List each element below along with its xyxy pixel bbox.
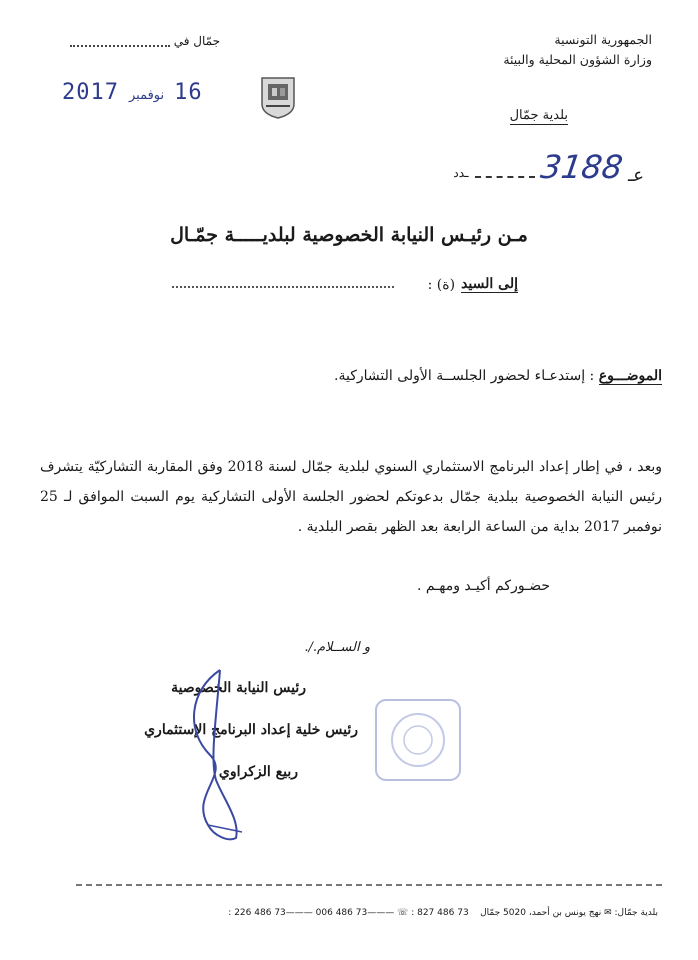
signatory-name: ربيع الزكراوي — [218, 764, 298, 780]
municipality-logo — [258, 76, 298, 120]
reference-value: 3188 — [537, 148, 625, 186]
signatory-role: رئيس خلية إعداد البرنامج الإستثماري — [144, 722, 358, 738]
invitation-line: حضـوركم أكيـد ومهـم . — [416, 578, 550, 594]
subject-label: الموضـــوع — [598, 368, 662, 384]
country-name: الجمهورية التونسية — [554, 32, 652, 47]
closing-line: و الســلام./. — [304, 640, 370, 655]
date-stamp — [62, 80, 203, 105]
date-month: نوفمبر — [128, 88, 165, 103]
letter-body: وبعد ، في إطار إعداد البرنامج الاستثماري السنوي لبلدية جمّال لسنة 2018 وفق المقاربة التشاركيّة يتشرف رئيس النيابة الخصوصية ببلدية جمّال بدعوتكم لحضور الجلسة الأولى التشاركية يوم السبت الموافق لـ 25 نوفمبر 2017 بداية من الساعة الرابعة بعد الظهر بقصر البلدية . — [40, 459, 662, 535]
footer-phones: 73 486 827 : ☏ ———73 486 006 ———73 486 226 : — [228, 908, 469, 918]
letterhead — [503, 30, 652, 70]
recipient-suffix: (ة) : — [427, 276, 456, 293]
official-seal-icon — [368, 690, 468, 790]
ministry-name: وزارة الشؤون المحلية والبيئة — [503, 52, 652, 67]
footer-divider — [76, 884, 662, 886]
reference-number — [453, 148, 644, 186]
municipality-name: بلدية جمّال — [509, 108, 568, 123]
reference-suffix: ـدد — [453, 166, 469, 180]
city-date-line — [70, 34, 220, 48]
date-dotted-line — [70, 35, 170, 47]
recipient-line — [428, 276, 518, 293]
subject-text: : إستدعـاء لحضور الجلســة الأولى التشاركية. — [334, 368, 595, 384]
reference-dash — [475, 176, 535, 178]
reference-prefix: عـ — [627, 165, 644, 186]
date-day: 16 — [174, 80, 203, 105]
date-year: 2017 — [62, 80, 119, 105]
handwritten-signature — [150, 660, 290, 850]
footer-contact — [150, 908, 658, 918]
sender-line: مـن رئيـس النيابة الخصوصية لبلديـــــة جمّـال — [170, 224, 528, 246]
recipient-label: إلى السيد — [461, 276, 518, 292]
subject-line — [334, 368, 662, 384]
recipient-dotted-line — [172, 286, 394, 288]
footer-address: بلدية جمّال: ✉ نهج يونس بن أحمد، 5020 جمّال — [480, 908, 658, 918]
signatory-title: رئيس النيابة الخصوصية — [171, 680, 306, 696]
city-date-label: جمّال في — [173, 34, 220, 48]
